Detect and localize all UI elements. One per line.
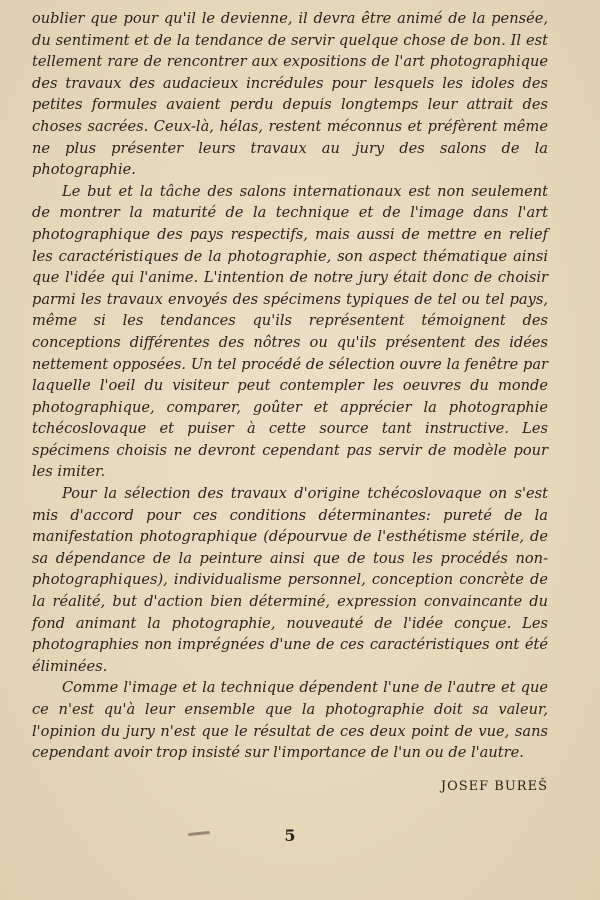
paragraph-continuation: oublier que pour qu'il le devienne, il devra être animé de la pensée, du sentiment et de la tendance de servir quelque chose de bon. Il est tellement rare de rencontrer aux expositions de l'art photographique des travaux des audacieux incrédules pour lesquels les idoles des petites formules avaient perdu depuis longtemps leur attrait des choses sacrées. Ceux-là, hélas, restent méconnus et préfèrent même ne plus présenter leurs travaux au jury des salons de la photographie. [32, 10, 548, 179]
body-text [32, 8, 548, 764]
page-number: 5 [284, 826, 296, 845]
author-signature: JOSEF BUREŠ [440, 779, 548, 794]
paragraph: Pour la sélection des travaux d'origine tchécoslovaque on s'est mis d'accord pour ces conditions déterminantes: pureté de la manifestation photographique (dépourvue de l'esthétisme stérile, de sa dépendance de la peinture ainsi que de tous les procédés non-photographiques), individualisme personnel, conception concrète de la réalité, but d'action bien déterminé, expression convaincante du fond animant la photographie, nouveauté de l'idée conçue. Les photographies non imprégnées d'une de ces caractéristiques ont été éliminées. [32, 485, 548, 675]
paragraph: Comme l'image et la technique dépendent l'une de l'autre et que ce n'est qu'à leur ensemble que la photographie doit sa valeur, l'opinion du jury n'est que le résultat de ces deux point de vue, sans cependant avoir trop insisté sur l'importance de l'un ou de l'autre. [32, 679, 548, 762]
paragraph: Le but et la tâche des salons internationaux est non seulement de montrer la maturité de la technique et de l'image dans l'art photographique des pays respectifs, mais aussi de mettre en relief les caractéristiques de la photographie, son aspect thématique ainsi que l'idée qui l'anime. L'intention de notre jury était donc de choisir parmi les travaux envoyés des spécimens typiques de tel ou tel pays, même si les tendances qu'ils représentent témoignent des conceptions différentes des nôtres ou qu'ils présentent des idées nettement opposées. Un tel procédé de sélection ouvre la fenêtre par laquelle l'oeil du visiteur peut contempler les oeuvres du monde photographique, comparer, goûter et apprécier la photographie tchécoslovaque et puiser à cette source tant instructive. Les spécimens choisis ne devront cependant pas servir de modèle pour les imiter. [32, 182, 548, 481]
